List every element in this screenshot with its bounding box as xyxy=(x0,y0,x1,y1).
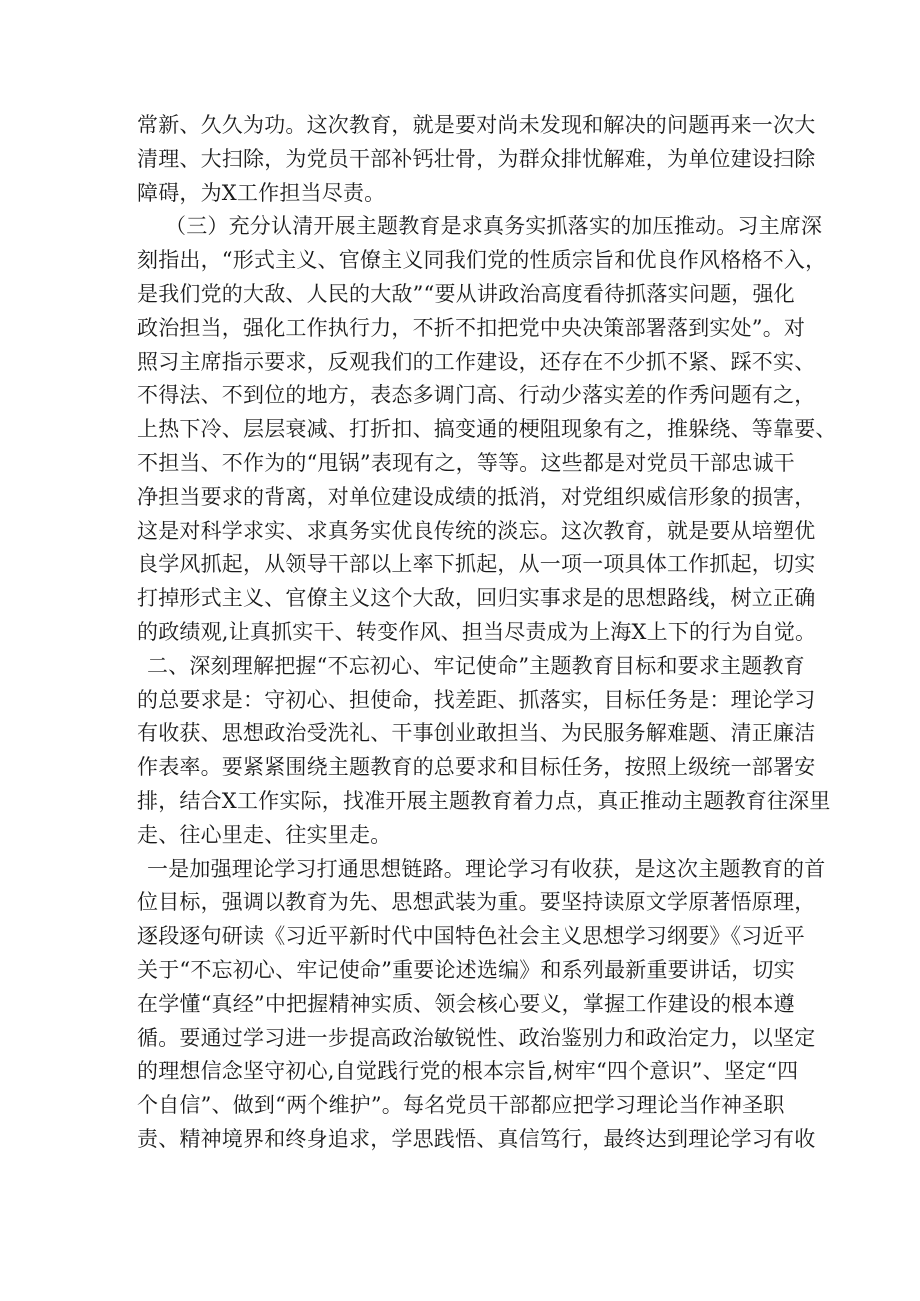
text-line: 逐段逐句研读《习近平新时代中国特色社会主义思想学习纲要》《习近平 xyxy=(137,924,805,949)
text-line: 照习主席指示要求，反观我们的工作建设，还存在不少抓不紧、踩不实、 xyxy=(137,349,816,374)
text-line: 的政绩观,让真抓实干、转变作风、担当尽责成为上海X上下的行为自觉。 xyxy=(137,619,817,644)
text-line: 不得法、不到位的地方，表态多调门高、行动少落实差的作秀问题有之， xyxy=(137,383,816,408)
text-line: 走、往心里走、往实里走。 xyxy=(137,822,392,847)
text-line: 净担当要求的背离，对单位建设成绩的抵消，对党组织威信形象的损害， xyxy=(137,484,816,509)
text-line: 在学懂“真经”中把握精神实质、领会核心要义，掌握工作建设的根本遵 xyxy=(137,991,795,1016)
text-line: 关于“不忘初心、牢记使命”重要论述选编》和系列最新重要讲话，切实 xyxy=(137,957,795,982)
text-line: 是我们党的大敌、人民的大敌”“要从讲政治高度看待抓落实问题，强化 xyxy=(137,281,795,306)
document-body xyxy=(137,109,837,1157)
text-line: 常新、久久为功。这次教育，就是要对尚未发现和解决的问题再来一次大 xyxy=(137,113,816,137)
paragraph-section-three xyxy=(137,210,837,649)
paragraph-point-one xyxy=(137,853,826,1157)
text-line: 上热下冷、层层衰减、打折扣、搞变通的梗阻现象有之，推躲绕、等靠要、 xyxy=(137,417,837,442)
text-line: 政治担当，强化工作执行力，不折不扣把党中央决策部署落到实处”。对 xyxy=(137,315,806,340)
text-line: 位目标，强调以教育为先、思想武装为重。要坚持读原文学原著悟原理， xyxy=(137,890,816,915)
text-line: 排，结合X工作实际，找准开展主题教育着力点，真正推动主题教育往深里 xyxy=(137,788,831,813)
paragraph-section-two-heading xyxy=(137,650,831,853)
text-line: 障碍，为X工作担当尽责。 xyxy=(137,180,386,205)
text-line: 个自信”、做到“两个维护”。每名党员干部都应把学习理论当作神圣职 xyxy=(137,1093,785,1118)
text-line: 良学风抓起，从领导干部以上率下抓起，从一项一项具体工作抓起，切实 xyxy=(137,552,816,577)
paragraph-continuation xyxy=(137,109,816,210)
text-line: （三）充分认清开展主题教育是求真务实抓落实的加压推动。习主席深 xyxy=(165,214,823,239)
text-line: 循。要通过学习进一步提高政治敏锐性、政治鉴别力和政治定力，以坚定 xyxy=(137,1025,816,1050)
text-line: 二、深刻理解把握“不忘初心、牢记使命”主题教育目标和要求主题教育 xyxy=(147,653,805,678)
text-line: 清理、大扫除，为党员干部补钙壮骨，为群众排忧解难，为单位建设扫除 xyxy=(137,146,816,171)
text-line: 的总要求是：守初心、担使命，找差距、抓落实，目标任务是：理论学习 xyxy=(137,687,816,712)
text-line: 责、精神境界和终身追求，学思践悟、真信笃行，最终达到理论学习有收 xyxy=(137,1126,816,1151)
text-line: 一是加强理论学习打通思想链路。理论学习有收获，是这次主题教育的首 xyxy=(147,856,826,881)
text-line: 刻指出，“形式主义、官僚主义同我们党的性质宗旨和优良作风格格不入， xyxy=(137,248,827,273)
text-line: 作表率。要紧紧围绕主题教育的总要求和目标任务，按照上级统一部署安 xyxy=(137,755,816,780)
text-line: 这是对科学求实、求真务实优良传统的淡忘。这次教育，就是要从培塑优 xyxy=(137,518,816,543)
text-line: 的理想信念坚守初心,自觉践行党的根本宗旨,树牢“四个意识”、坚定“四 xyxy=(137,1059,799,1084)
text-line: 打掉形式主义、官僚主义这个大敌，回归实事求是的思想路线，树立正确 xyxy=(137,586,816,611)
text-line: 有收获、思想政治受洗礼、干事创业敢担当、为民服务解难题、清正廉洁 xyxy=(137,721,816,746)
text-line: 不担当、不作为的“甩锅”表现有之，等等。这些都是对党员干部忠诚干 xyxy=(137,450,795,475)
